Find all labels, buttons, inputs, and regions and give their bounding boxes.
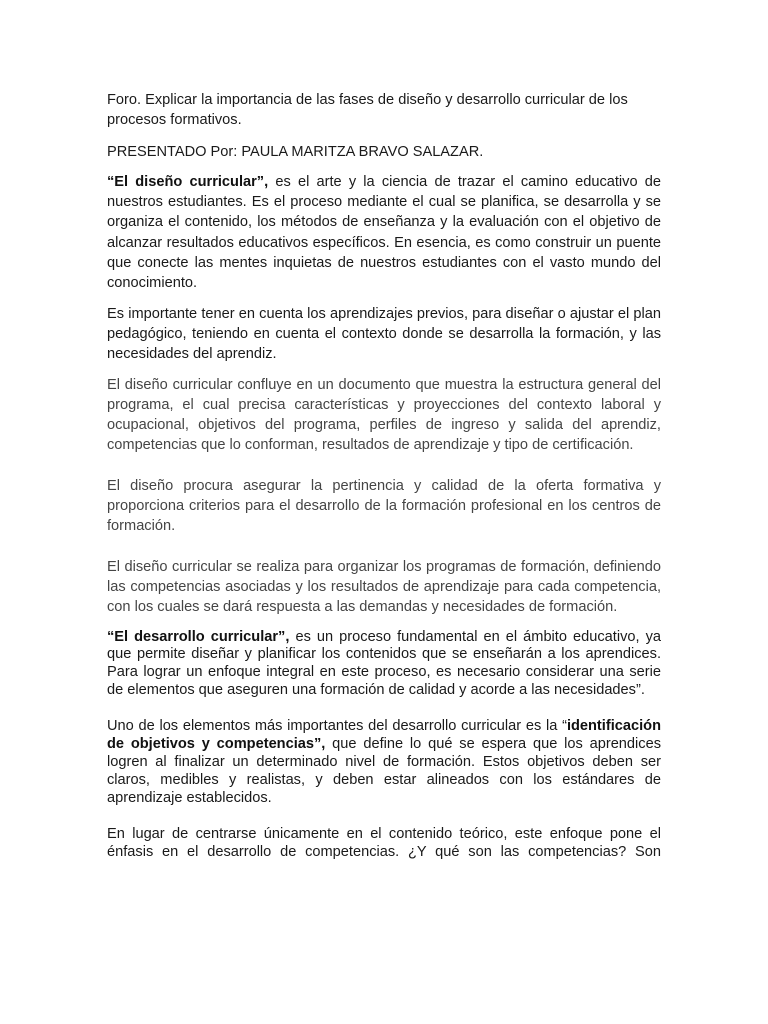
paragraph-diseno-curricular (107, 172, 661, 294)
paragraph-enfoque-competencias: En lugar de centrarse únicamente en el contenido teórico, este enfoque pone el énfasis en el desarrollo de competencias. ¿Y qué son las competencias? Son (107, 825, 661, 860)
paragraph-objetivos-text: que define lo qué se espera que los aprendices logren al finalizar un determinado nivel de formación. Estos objetivos deben ser claros, medibles y realistas, y deben estar alineados con los estándares de aprendizaje establecidos. (107, 736, 661, 806)
paragraph-diseno-text: es el arte y la ciencia de trazar el camino educativo de nuestros estudiantes. Es el proceso mediante el cual se planifica, se desarrolla y se organiza el contenido, los métodos de enseñanza y la evaluación con el objetivo de alcanzar resultados educativos específicos. En esencia, es como construir un puente que conecte las mentes inquietas de nuestros estudiantes con el vasto mundo del conocimiento. (107, 173, 662, 292)
paragraph-organizar-programas: El diseño curricular se realiza para organizar los programas de formación, definiendo las competencias asociadas y los resultados de aprendizaje para cada competencia, con los cuales se dará respuesta a las demandas y necesidades de formación. (107, 558, 661, 616)
term-diseno-curricular: “El diseño curricular”, (107, 173, 269, 190)
term-objetivos-competencias: identificación de objetivos y competencias”, (107, 718, 661, 753)
paragraph-desarrollo-text: es un proceso fundamental en el ámbito educativo, ya que permite diseñar y planificar los contenidos que se enseñarán a los aprendices. Para lograr un enfoque integral en este proceso, es necesario considerar una serie de elementos que aseguren una formación de calidad y acorde a las necesidades”. (107, 628, 661, 699)
paragraph-aprendizajes-previos: Es importante tener en cuenta los aprendizajes previos, para diseñar o ajustar el plan pedagógico, teniendo en cuenta el contexto donde se desarrolla la formación, y las necesidades del aprendiz. (107, 305, 661, 363)
paragraph-objetivos-lead: Uno de los elementos más importantes del desarrollo curricular es la “ (107, 718, 567, 735)
author-line: PRESENTADO Por: PAULA MARITZA BRAVO SALAZAR. (107, 143, 484, 160)
term-desarrollo-curricular: “El desarrollo curricular”, (107, 628, 290, 645)
paragraph-desarrollo-curricular (107, 629, 661, 701)
forum-title: Foro. Explicar la importancia de las fases de diseño y desarrollo curricular de los procesos formativos. (107, 92, 628, 129)
paragraph-documento: El diseño curricular confluye en un documento que muestra la estructura general del programa, el cual precisa características y proyecciones del contexto laboral y ocupacional, objetivos del programa, perfiles de ingreso y salida del aprendiz, competencias que lo conforman, resultados de aprendizaje y tipo de certificación. (107, 376, 661, 454)
paragraph-objetivos-competencias (107, 718, 661, 808)
paragraph-pertinencia: El diseño procura asegurar la pertinencia y calidad de la oferta formativa y proporciona criterios para el desarrollo de la formación profesional en los centros de formación. (107, 477, 661, 535)
document-body (107, 90, 661, 862)
